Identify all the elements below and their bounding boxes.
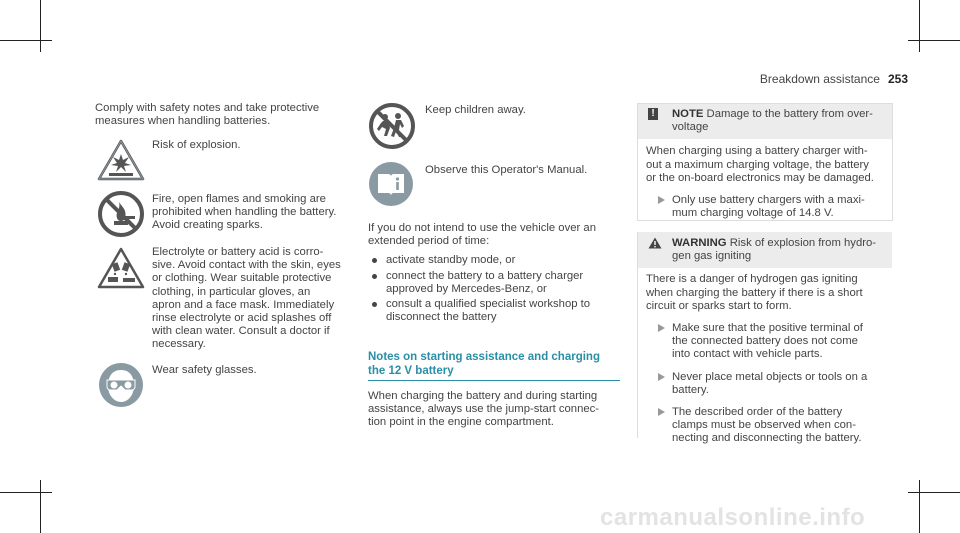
note-title: Damage to the battery from over- bbox=[703, 108, 873, 120]
page-number: 253 bbox=[887, 72, 908, 86]
text-line: Avoid creating sparks. bbox=[152, 219, 263, 232]
warning-title: gen gas igniting bbox=[672, 250, 752, 263]
warning-label: WARNING bbox=[672, 237, 727, 249]
text-line: approved by Mercedes-Benz, or bbox=[386, 282, 547, 295]
text-line: necting and disconnecting the battery. bbox=[672, 432, 862, 445]
text-line: the connected battery does not come bbox=[672, 335, 858, 348]
warning-step bbox=[646, 371, 884, 397]
text-line: Electrolyte or battery acid is corro- bbox=[152, 246, 324, 258]
text-line: sive. Avoid contact with the skin, eyes bbox=[152, 259, 341, 272]
text-line: When charging the battery and during starting bbox=[368, 390, 598, 402]
text-line: clamps must be observed when con- bbox=[672, 419, 856, 432]
text-line: activate standby mode, or bbox=[386, 254, 516, 267]
step-arrow-icon bbox=[658, 196, 665, 204]
warning-step bbox=[646, 322, 884, 362]
note-box bbox=[637, 103, 893, 221]
text-line: prohibited when handling the battery. bbox=[152, 206, 337, 219]
text-line: when charging the battery if there is a short bbox=[646, 286, 863, 299]
text-line: rinse electrolyte or acid splashes off bbox=[152, 312, 332, 325]
text-line: Never place metal objects or tools on a bbox=[672, 370, 868, 383]
text-line: Comply with safety notes and take protective bbox=[95, 102, 320, 114]
text-line: measures when handling batteries. bbox=[95, 115, 271, 128]
text-line: Make sure that the positive terminal of bbox=[672, 322, 863, 335]
heading-rule bbox=[368, 380, 620, 381]
section-title: Breakdown assistance bbox=[759, 72, 880, 86]
section-heading bbox=[368, 350, 620, 378]
acid-text bbox=[152, 246, 352, 352]
note-title: voltage bbox=[672, 121, 709, 134]
no-fire-icon bbox=[97, 190, 145, 238]
text-line: Wear safety glasses. bbox=[152, 364, 257, 376]
explosion-text bbox=[152, 139, 342, 152]
warning-box bbox=[637, 232, 892, 445]
crop-mark bbox=[40, 480, 41, 533]
warning-step bbox=[646, 406, 884, 446]
note-icon: ! bbox=[648, 108, 658, 120]
crop-mark bbox=[0, 40, 52, 41]
children-text bbox=[425, 104, 625, 117]
manual-text bbox=[425, 164, 645, 177]
list-item bbox=[368, 298, 618, 324]
text-line: If you do not intend to use the vehicle over an bbox=[368, 222, 596, 234]
text-line: Risk of explosion. bbox=[152, 139, 241, 151]
running-header bbox=[760, 72, 908, 86]
step-arrow-icon bbox=[658, 373, 665, 381]
text-line: with clean water. Consult a doctor if bbox=[152, 325, 330, 338]
storage-bullet-list bbox=[368, 254, 618, 324]
intro-text bbox=[95, 102, 335, 128]
text-line: There is a danger of hydrogen gas igniting bbox=[646, 273, 858, 286]
text-line: Only use battery chargers with a maxi- bbox=[672, 194, 865, 207]
note-header bbox=[638, 104, 892, 139]
list-item bbox=[368, 254, 618, 267]
warning-header bbox=[638, 232, 892, 268]
text-line: clothing, in particular gloves, an bbox=[152, 285, 311, 298]
heading-line: the 12 V battery bbox=[368, 365, 454, 377]
text-line: The described order of the battery bbox=[672, 406, 843, 419]
step-arrow-icon bbox=[658, 408, 665, 416]
crop-mark bbox=[908, 492, 960, 493]
text-line: necessary. bbox=[152, 338, 206, 351]
note-label: NOTE bbox=[672, 108, 704, 120]
note-step bbox=[646, 194, 884, 220]
list-item bbox=[368, 270, 618, 296]
step-arrow-icon bbox=[658, 324, 665, 332]
text-line: Fire, open flames and smoking are bbox=[152, 193, 326, 205]
crop-mark bbox=[0, 492, 52, 493]
text-line: connect the battery to a battery charger bbox=[386, 269, 584, 282]
warning-triangle-icon bbox=[648, 237, 662, 249]
charging-section bbox=[368, 350, 620, 430]
text-line: or the on-board electronics may be damaged. bbox=[646, 171, 874, 184]
text-line: mum charging voltage of 14.8 V. bbox=[672, 207, 834, 220]
text-line: apron and a face mask. Immediately bbox=[152, 298, 335, 311]
text-line: When charging using a battery charger with- bbox=[646, 145, 868, 158]
warning-title: Risk of explosion from hydro- bbox=[726, 237, 877, 249]
text-line: disconnect the battery bbox=[386, 311, 497, 324]
heading-line: Notes on starting assistance and charging bbox=[368, 351, 600, 363]
text-line: tion point in the engine compartment. bbox=[368, 416, 554, 429]
watermark: carmanualsonline.info bbox=[600, 504, 866, 531]
fire-text bbox=[152, 193, 352, 233]
no-children-icon bbox=[368, 102, 416, 150]
text-line: Observe this Operator's Manual. bbox=[425, 164, 588, 176]
text-line: extended period of time: bbox=[368, 235, 490, 248]
goggles-icon bbox=[98, 362, 144, 408]
text-line: into contact with vehicle parts. bbox=[672, 348, 823, 361]
text-line: consult a qualified specialist workshop to bbox=[386, 298, 591, 311]
storage-section bbox=[368, 222, 618, 326]
text-line: assistance, always use the jump-start connec- bbox=[368, 403, 600, 416]
glasses-text bbox=[152, 364, 352, 377]
text-line: Keep children away. bbox=[425, 104, 526, 116]
crop-mark bbox=[919, 480, 920, 533]
explosion-hazard-icon bbox=[97, 138, 145, 182]
manual-icon bbox=[367, 160, 415, 208]
crop-mark bbox=[919, 0, 920, 52]
text-line: battery. bbox=[672, 383, 709, 396]
text-line: or clothing. Wear suitable protective bbox=[152, 272, 332, 285]
crop-mark bbox=[908, 40, 960, 41]
crop-mark bbox=[40, 0, 41, 52]
corrosive-icon bbox=[97, 246, 145, 290]
text-line: circuit or sparks start to form. bbox=[646, 299, 792, 312]
text-line: out a maximum charging voltage, the battery bbox=[646, 158, 869, 171]
